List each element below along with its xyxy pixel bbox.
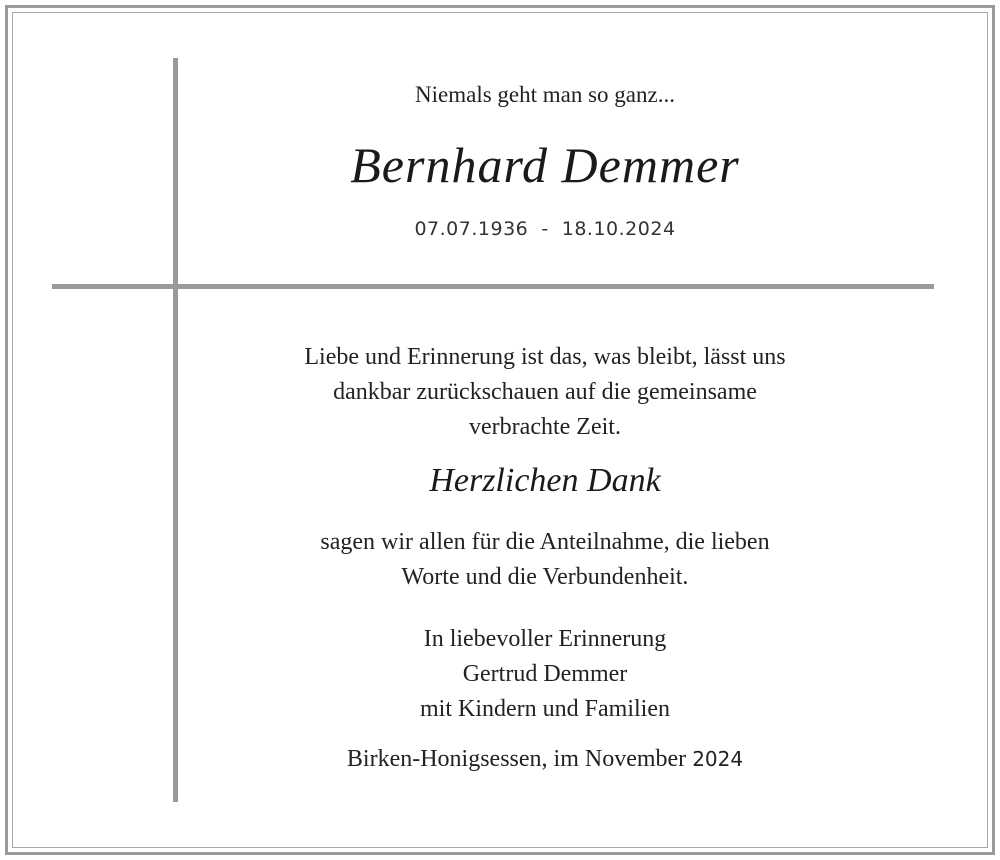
place-date-text: Birken-Honigsessen, im November — [346, 746, 687, 772]
quote-line: Liebe und Erinnerung ist das, was bleibt, lässt uns — [304, 344, 786, 370]
cross-vertical-bar — [173, 58, 178, 802]
signature-block — [200, 622, 890, 727]
signature-line: In liebevoller Erinnerung — [423, 626, 667, 652]
quote-line: dankbar zurückschauen auf die gemeinsame — [333, 379, 757, 405]
thanks-heading: Herzlichen Dank — [429, 462, 661, 499]
thanks-line: sagen wir allen für die Anteilnahme, die lieben — [320, 529, 770, 555]
quote-block — [200, 340, 890, 445]
quote-line: verbrachte Zeit. — [469, 414, 621, 440]
cross-horizontal-bar — [52, 284, 934, 289]
motto-line: Niemals geht man so ganz... — [415, 82, 675, 107]
signature-line: mit Kindern und Familien — [420, 696, 670, 722]
signature-line: Gertrud Demmer — [462, 661, 628, 687]
place-year: 2024 — [692, 747, 744, 771]
life-dates: 07.07.1936 - 18.10.2024 — [414, 218, 676, 240]
deceased-name: Bernhard Demmer — [350, 137, 740, 193]
thanks-line: Worte und die Verbundenheit. — [401, 564, 689, 590]
place-date-line — [200, 746, 890, 773]
thanks-block — [200, 525, 890, 595]
